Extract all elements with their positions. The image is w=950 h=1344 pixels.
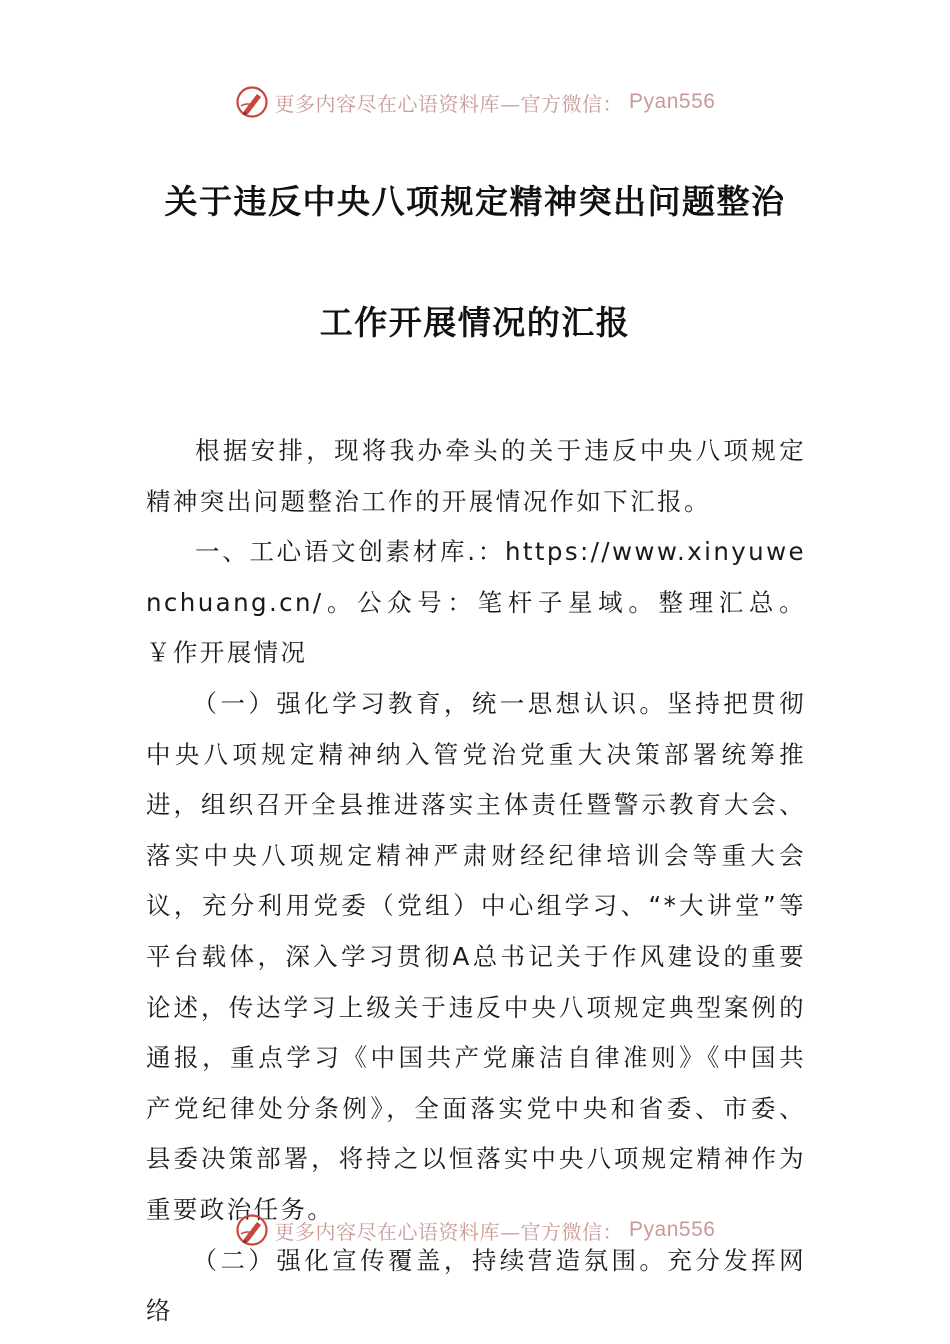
watermark-text: 更多内容尽在心语资料库—官方微信： [274, 1219, 624, 1244]
pen-circle-logo-icon [235, 85, 269, 119]
watermark-wechat-id: Pyan556 [629, 1218, 716, 1241]
watermark-wechat-id: Pyan556 [629, 90, 716, 113]
paragraph-item-2: （二）强化宣传覆盖，持续营造氛围。充分发挥网络 [146, 1245, 806, 1326]
paragraph-item-1: （一）强化学习教育，统一思想认识。坚持把贯彻中央八项规定精神纳入管党治党重大决策部署统筹推进，组织召开全县推进落实主体责任暨警示教育大会、落实中央八项规定精神严肃财经纪律培训会等重大会议，充分利用党委（党组）中心组学习、“*大讲堂”等平台载体，深入学习贯彻A总书记关于作风建设的重要论述，传达学习上级关于违反中央八项规定典型案例的通报，重点学习《中国共产党廉洁自律准则》《中国共产党纪律处分条例》，全面落实党中央和省委、市委、县委决策部署，将持之以恒落实中央八项规定精神作为重要政治任务。 [146, 688, 806, 1224]
document-title-line-1: 关于违反中央八项规定精神突出问题整治 [164, 182, 786, 221]
pen-circle-logo-icon [235, 1213, 269, 1247]
document-title-line-2: 工作开展情况的汇报 [319, 303, 631, 342]
document-body [146, 426, 806, 1337]
paragraph-intro: 根据安排，现将我办牵头的关于违反中央八项规定精神突出问题整治工作的开展情况作如下汇报。 [146, 436, 806, 516]
watermark-header [0, 82, 950, 122]
watermark-text: 更多内容尽在心语资料库—官方微信： [274, 91, 624, 116]
watermark-footer [0, 1210, 950, 1250]
paragraph-section-heading: 一、工心语文创素材库.：https://www.xinyuwenchuang.cn/。公众号：笔杆子星域。整理汇总。￥作开展情况 [146, 537, 806, 668]
